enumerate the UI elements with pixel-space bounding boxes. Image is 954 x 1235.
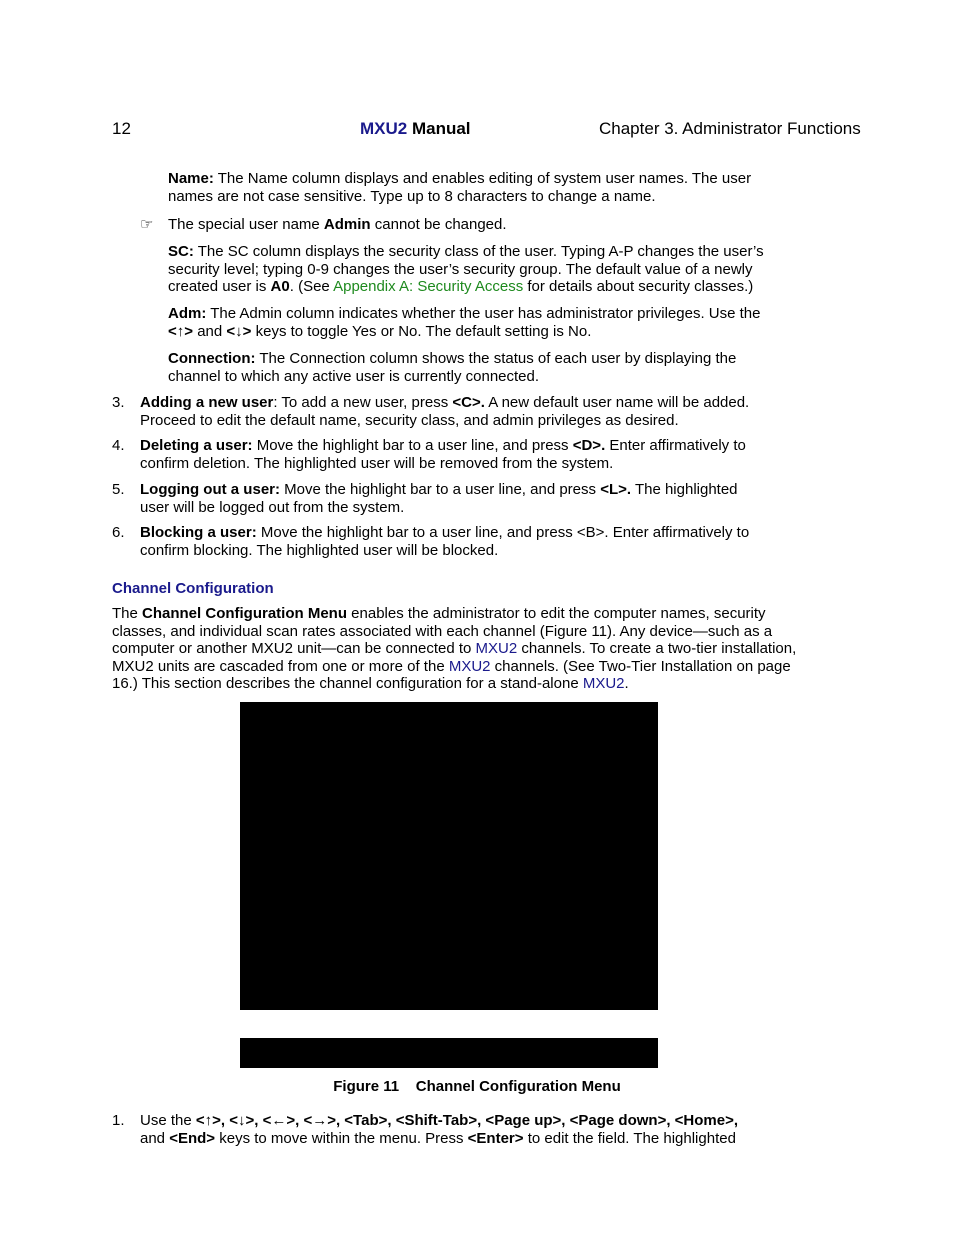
step-logout-user: [140, 481, 738, 516]
name-paragraph: [168, 170, 751, 205]
step-text: Move the highlight bar to a user line, and press: [252, 437, 573, 454]
page-number: 12: [112, 119, 131, 138]
step-text: user will be logged out from the system.: [140, 498, 405, 516]
enter-key: <Enter>: [467, 1129, 524, 1147]
product-link: MXU2: [582, 675, 625, 692]
step-text: confirm deletion. The highlighted user will be removed from the system.: [140, 454, 614, 472]
section-text: MXU2 units are cascaded from one or more of the: [112, 657, 449, 675]
end-key: <End>: [169, 1129, 216, 1147]
section-text: 16.) This section describes the channel configuration for a stand-alone: [112, 675, 583, 692]
step-title: Logging out a user:: [140, 481, 280, 498]
step-title: Adding a new user: [140, 394, 274, 411]
navigation-keys: <↑>, <↓>, <←>, <→>, <Tab>, <Shift-Tab>, <Page up>, <Page down>, <Home>,: [195, 1112, 739, 1129]
admin-note: [168, 216, 507, 234]
sc-text-1: The SC column displays the security class of the user. Typing A-P changes the user’s: [193, 243, 764, 260]
step-text: Use the: [140, 1112, 196, 1129]
connection-text-1: The Connection column shows the status of each user by displaying the: [255, 350, 737, 367]
sc-default: A0: [270, 278, 290, 295]
manual-label: Manual: [411, 119, 471, 138]
step-text: confirm blocking. The highlighted user will be blocked.: [140, 541, 499, 559]
adm-and: and: [193, 322, 227, 340]
adm-text-2: keys to toggle Yes or No. The default setting is No.: [251, 322, 592, 340]
step-number: 4.: [112, 437, 125, 454]
step-navigation: [140, 1112, 738, 1147]
step-text: to edit the field. The highlighted: [523, 1129, 736, 1147]
section-heading: Channel Configuration: [112, 580, 274, 597]
sc-text-3a: created user is: [168, 278, 271, 295]
product-link: MXU2: [448, 657, 491, 675]
note-text-1: The special user name: [168, 216, 324, 233]
name-label: Name:: [168, 170, 214, 187]
step-block-user: [140, 524, 749, 559]
section-text: The: [112, 605, 143, 622]
step-add-user: [140, 394, 749, 429]
name-text-1: The Name column displays and enables editing of system user names. The user: [213, 170, 752, 187]
sc-text-3d: for details about security classes.): [523, 278, 754, 295]
step-key: <C>.: [452, 394, 485, 411]
figure-status-bar: [240, 1038, 658, 1068]
adm-paragraph: [168, 305, 761, 340]
section-paragraph: [112, 605, 796, 693]
sc-text-3c: . (See: [289, 278, 334, 295]
section-text: classes, and individual scan rates associated with each channel (Figure 11). Any device—such as a: [112, 622, 773, 640]
section-text: channels. To create a two-tier installation,: [517, 640, 797, 657]
product-link: MXU2: [475, 640, 518, 657]
step-number: 6.: [112, 524, 125, 541]
connection-paragraph: [168, 350, 736, 385]
adm-label: Adm:: [168, 305, 207, 322]
step-text: Proceed to edit the default name, security class, and admin privileges as desired.: [140, 411, 679, 429]
name-text-2: names are not case sensitive. Type up to 8 characters to change a name.: [168, 187, 656, 205]
key-down: <↓>: [226, 322, 252, 340]
sc-text-2: security level; typing 0-9 changes the user’s security group. The default value of a newly: [168, 260, 753, 278]
section-text: .: [624, 675, 629, 692]
step-text: keys to move within the menu. Press: [215, 1129, 468, 1147]
step-text: : To add a new user, press: [273, 394, 453, 411]
pointing-hand-icon: ☞: [140, 216, 154, 233]
key-up: <↑>: [168, 322, 194, 340]
sc-label: SC:: [168, 243, 194, 260]
figure-caption: Figure 11 Channel Configuration Menu: [333, 1078, 621, 1095]
step-text: Move the highlight bar to a user line, and press: [280, 481, 601, 498]
connection-text-2: channel to which any active user is currently connected.: [168, 367, 540, 385]
product-name: MXU2: [360, 119, 408, 138]
step-key: <D>.: [572, 437, 606, 454]
figure-screen: [240, 702, 658, 1010]
section-text: computer or another MXU2 unit—can be connected to: [112, 640, 476, 657]
step-number: 1.: [112, 1112, 125, 1129]
manual-title: [360, 119, 471, 139]
step-text: A new default user name will be added.: [484, 394, 750, 411]
step-text: The highlighted: [631, 481, 738, 498]
note-bold: Admin: [323, 216, 371, 233]
section-text: enables the administrator to edit the computer names, security: [347, 605, 766, 622]
connection-label: Connection:: [168, 350, 256, 367]
step-text: Enter affirmatively to: [605, 437, 746, 454]
section-text: channels. (See Two-Tier Installation on page: [490, 657, 791, 675]
step-text: and: [140, 1129, 170, 1147]
step-title: Blocking a user:: [140, 524, 257, 541]
step-delete-user: [140, 437, 746, 472]
menu-name: Channel Configuration Menu: [142, 605, 347, 622]
sc-paragraph: [168, 243, 764, 296]
step-key: <L>.: [600, 481, 632, 498]
note-text-2: cannot be changed.: [370, 216, 507, 233]
step-title: Deleting a user:: [140, 437, 253, 454]
step-number: 3.: [112, 394, 125, 411]
adm-text-1: The Admin column indicates whether the user has administrator privileges. Use the: [206, 305, 761, 322]
step-number: 5.: [112, 481, 125, 498]
step-text: Move the highlight bar to a user line, and press <B>. Enter affirmatively to: [256, 524, 750, 541]
chapter-title: Chapter 3. Administrator Functions: [599, 119, 861, 138]
appendix-link[interactable]: Appendix A: Security Access: [333, 278, 524, 295]
